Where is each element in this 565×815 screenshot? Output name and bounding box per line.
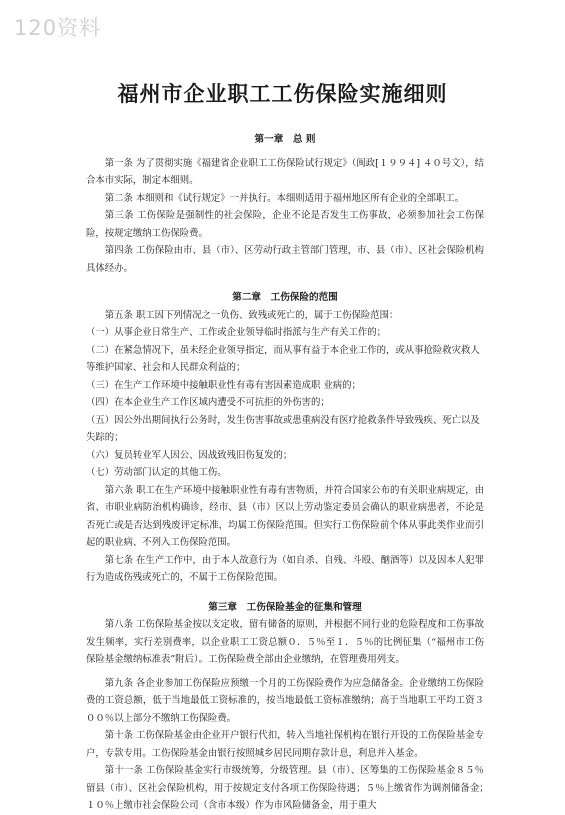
document-title: 福州市企业职工工伤保险实施细则 [117,82,448,106]
list-item: （二）在紧急情况下，虽未经企业领导指定，而从事有益于本企业工作的，或从事抢险救灾救人等维护国家、社会和人民群众利益的； [86,344,480,373]
chapter-heading-3: 第三章 工伤保险基金的征集和管理 [208,601,362,613]
article-1: 第一条 为了贯彻实施《福建省企业职工工伤保险试行规定》（闽政[１９９４] ４０号文），结合本市实际，制定本细则。 [86,157,484,186]
article-8: 第八条 工伤保险基金按以支定收，留有储备的原则，并根据不同行业的危险程度和工伤事故发生频率，实行差别费率，以企业职工工资总额０．５％至１．５％的比例征集（“福州市工伤保险基金缴纳标准表”附后）。工伤保险费全部由企业缴纳，在管理费用列支。 [86,619,484,665]
article-4: 第四条 工伤保险由市、县（市）、区劳动行政主管部门管理，市、县（市）、区社会保险机构具体经办。 [86,245,484,274]
article-5: 第五条 职工因下列情况之一负伤、致残或死亡的，属于工伤保险范围： [104,309,399,321]
document-body [86,131,494,815]
article-2: 第二条 本细则和《试行规定》一并执行。本细则适用于福州地区所有企业的全部职工。 [104,192,465,204]
list-item: （七）劳动部门认定的其他工伤。 [86,467,227,478]
watermark-logo: 120资料 [14,16,102,40]
list-item: （一）从事企业日常生产、工作或企业领导临时指派与生产有关工作的； [86,327,387,338]
article-7: 第七条 在生产工作中，由于本人故意行为（如自杀、自残、斗殴、酗酒等）以及因本人犯罪行为造成伤残或死亡的，不属于工伤保险范围。 [86,554,484,583]
article-6: 第六条 职工在生产环境中接触职业性有毒有害物质，并符合国家公布的有关职业病规定，由省、市职业病防治机构确诊，经市、县（市）区以上劳动鉴定委员会确认的职业病患者，不论是否死亡或是否达到残废评定标准，均属工伤保险范围。但实行工伤保险前个体从事此类作业而引起的职业病、不列入工伤保险范围。 [86,484,484,548]
list-item: （四）在本企业生产工作区域内遭受不可抗拒的外伤害的； [86,397,330,408]
list-item: （六）复员转业军人因公、因战致残旧伤复发的； [86,449,293,461]
chapter-heading-1: 第一章 总 则 [254,134,316,145]
article-9: 第九条 各企业参加工伤保险应预缴一个月的工伤保险费作为应急储备金。企业缴纳工伤保险费的工资总额，低于当地最低工资标准的，按当地最低工资标准缴纳；高于当地职工平均工资３００％以上部分不缴纳工伤保险费。 [86,677,484,724]
chapter-heading-2: 第二章 工伤保险的范围 [232,292,338,303]
article-10: 第十条 工伤保险基金由企业开户银行代扣，转入当地社保机构在银行开设的工伤保险基金专户，专款专用。工伤保险基金由银行按照城乡居民同期存款计息，利息并入基金。 [86,730,484,759]
article-11: 第十一条 工伤保险基金实行市级统筹，分级管理。县（市）、区筹集的工伤保险基金８５％留县（市）、区社会保险机构，用于按规定支付各项工伤保险待遇；５％上缴省作为调剂储备金； １０％上缴市社会保险公司（含市本级）作为市风险储备金，用于重大 [86,765,494,811]
list-item: （五）因公外出期间执行公务时，发生伤害事故或患重病没有医疗抢救条件导致残疾、死亡以及失踪的； [86,414,480,443]
list-item: （三）在生产工作环境中接触职业性有毒有害因素造成职 业病的； [86,379,361,391]
article-3: 第三条 工伤保险是强制性的社会保险，企业不论是否发生工伤事故，必须参加社会工伤保险，按规定缴纳工伤保险费。 [86,210,484,239]
